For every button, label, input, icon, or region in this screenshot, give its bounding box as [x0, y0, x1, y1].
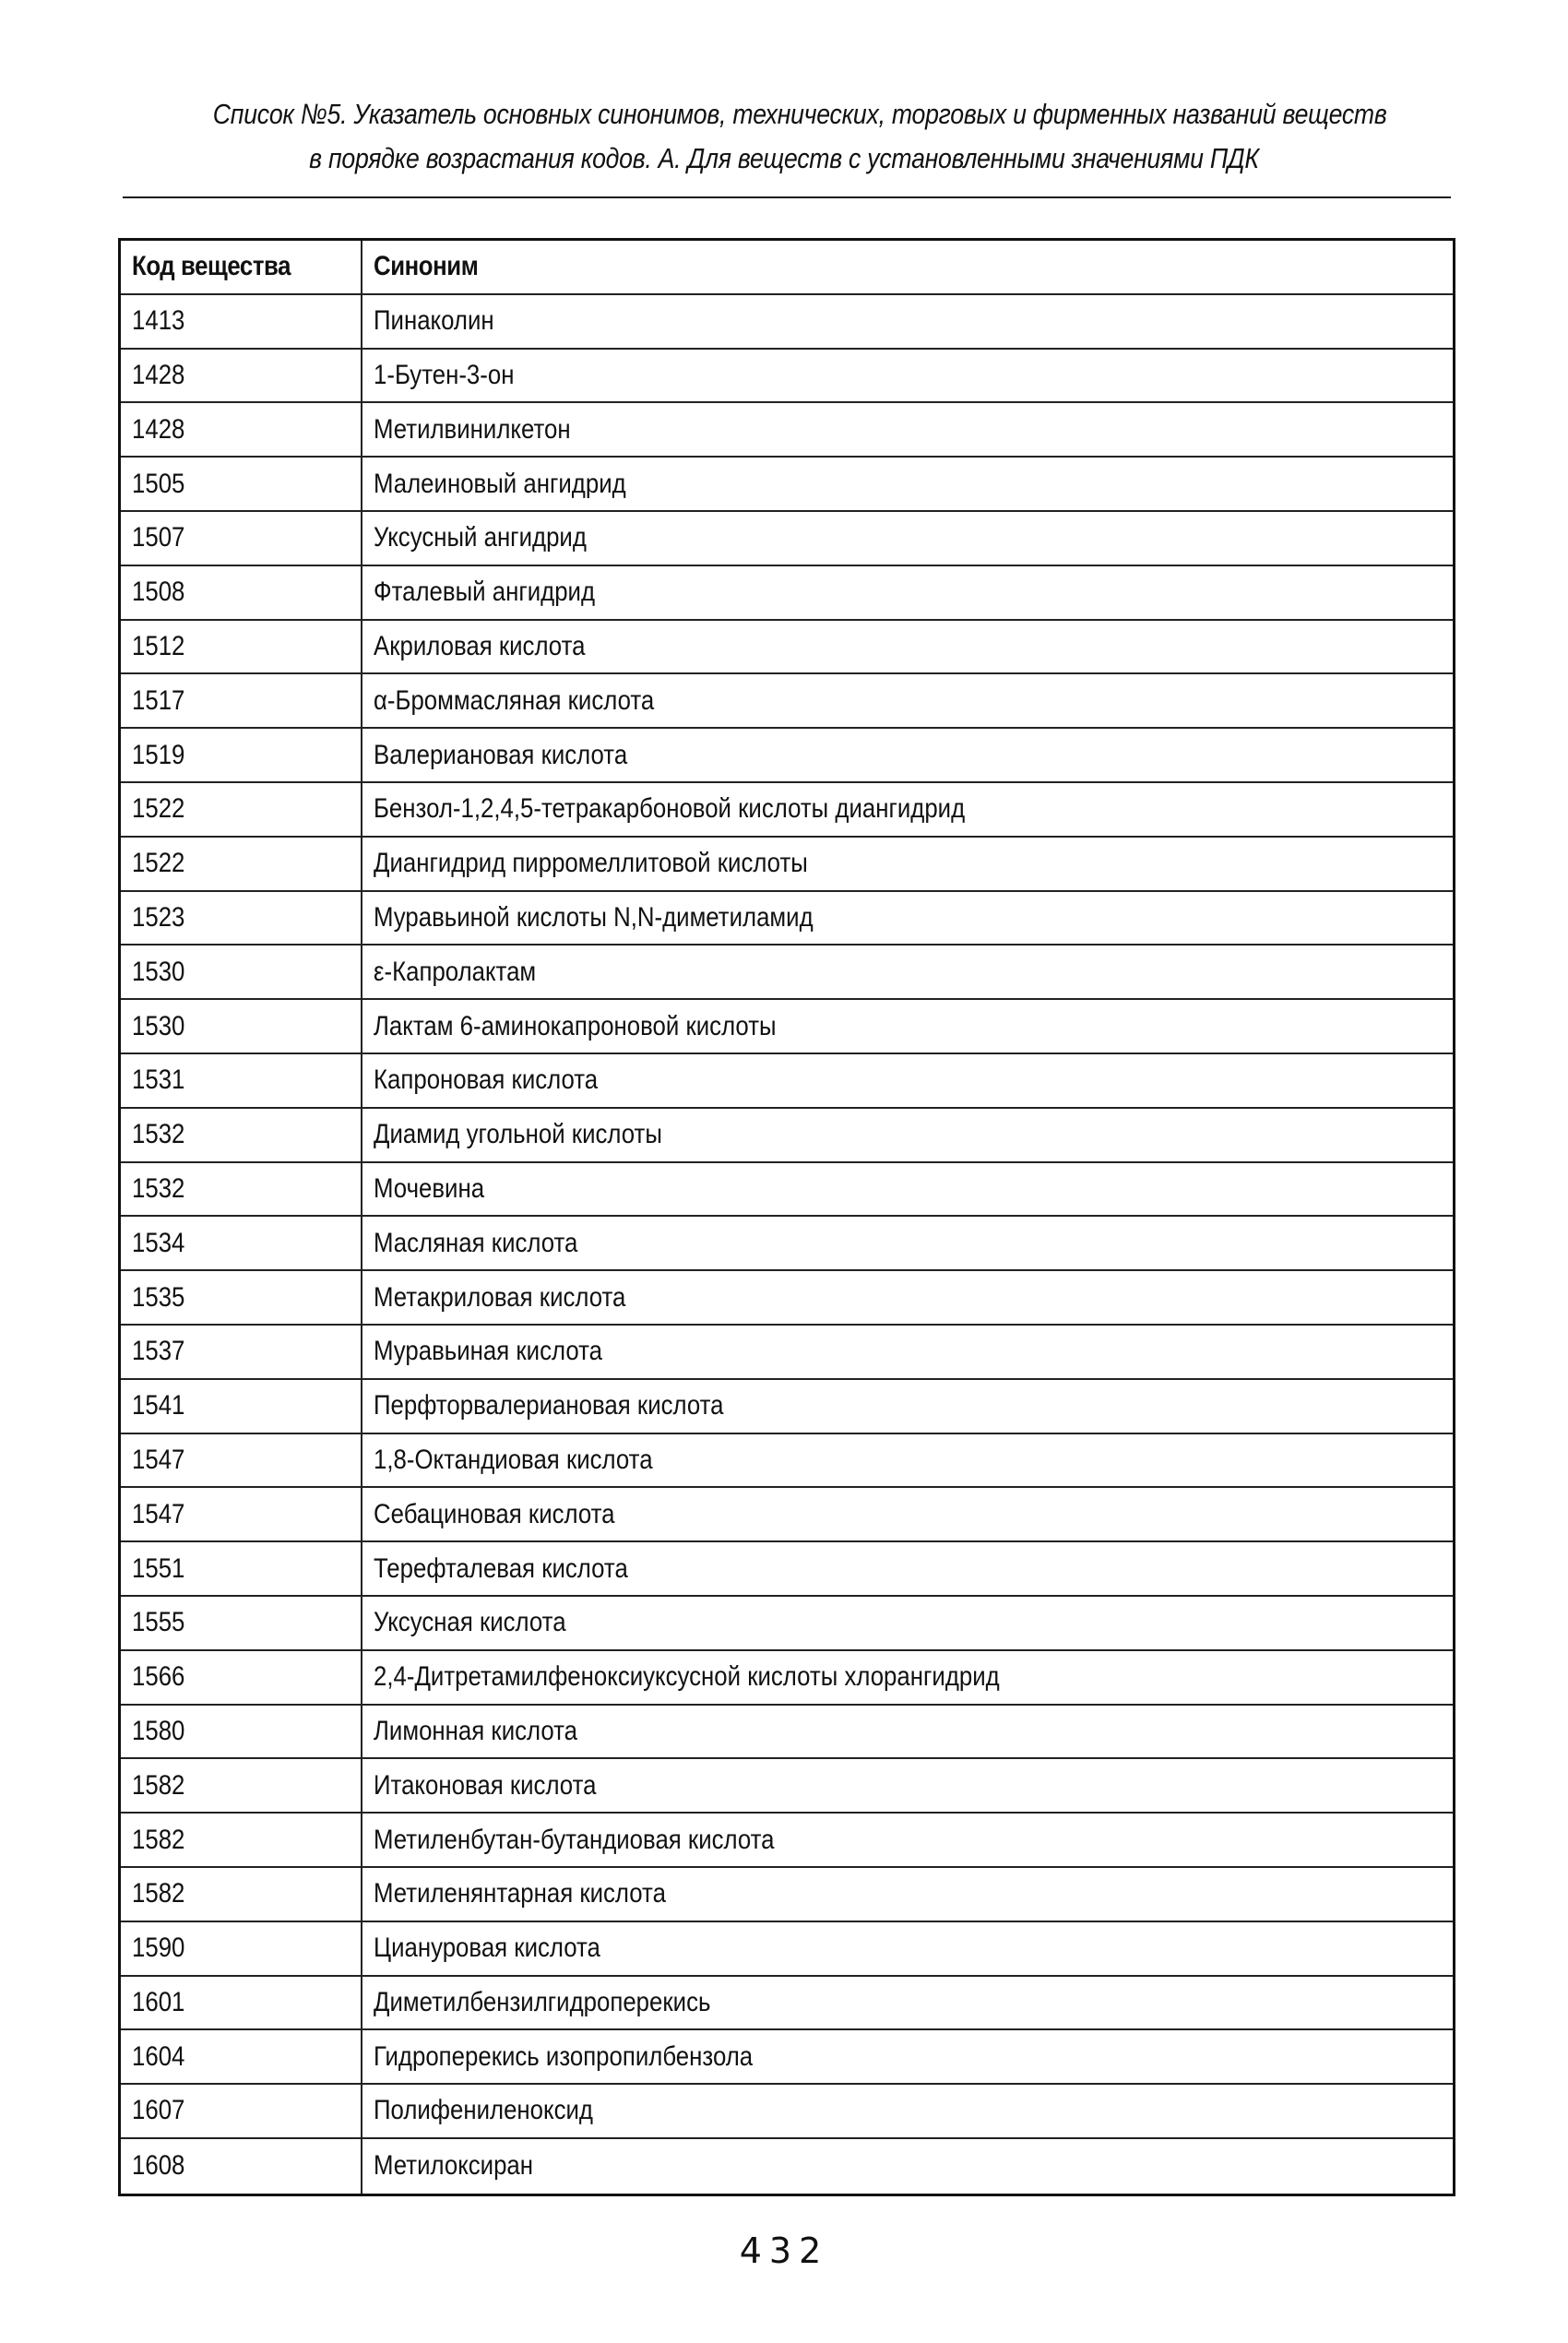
synonym-cell: Итаконовая кислота: [374, 1769, 597, 1801]
table-header-row: [121, 241, 1453, 295]
synonym-cell: Акриловая кислота: [374, 630, 586, 661]
synonym-cell: Терефталевая кислота: [374, 1552, 628, 1584]
synonym-cell: Метилоксиран: [374, 2150, 534, 2182]
header-title-line-1: Список №5. Указатель основных синонимов, технических, торговых и фирменных названий веществ: [212, 98, 1387, 130]
substance-code-cell: 1505: [121, 458, 362, 510]
substance-code-cell: 1530: [121, 946, 362, 998]
table-row: [121, 1054, 1453, 1109]
substance-code-cell: 1530: [121, 1000, 362, 1053]
table-row: [121, 2139, 1453, 2194]
synonym-cell: Лимонная кислота: [374, 1715, 578, 1746]
substance-code-cell: 1604: [121, 2030, 362, 2083]
synonym-cell: 1,8-Октандиовая кислота: [374, 1444, 653, 1475]
synonym-cell: Муравьиная кислота: [374, 1336, 602, 1367]
substance-code-cell: 1519: [121, 729, 362, 781]
substance-code-cell: 1522: [121, 783, 362, 836]
table-row: [121, 1326, 1453, 1380]
synonym-cell: Диангидрид пирромеллитовой кислоты: [374, 848, 808, 879]
table-row: [121, 1759, 1453, 1814]
synonym-cell: Бензол-1,2,4,5-тетракарбоновой кислоты диангидрид: [374, 793, 966, 825]
table-row: [121, 566, 1453, 621]
substance-code-cell: 1566: [121, 1651, 362, 1704]
synonym-cell: Перфторвалериановая кислота: [374, 1390, 724, 1421]
substance-code-cell: 1507: [121, 512, 362, 565]
table-body: [121, 295, 1453, 2194]
substance-code-cell: 1517: [121, 674, 362, 727]
page-number: 432: [739, 2230, 829, 2271]
synonym-cell: Пинаколин: [374, 305, 494, 337]
table-row: [121, 621, 1453, 675]
table-row: [121, 295, 1453, 350]
table-row: [121, 1163, 1453, 1218]
substance-code-cell: 1532: [121, 1109, 362, 1161]
table-row: [121, 1977, 1453, 2031]
synonym-cell: Метиленбутан-бутандиовая кислота: [374, 1824, 775, 1855]
table-row: [121, 458, 1453, 512]
table-row: [121, 1109, 1453, 1163]
table-row: [121, 1922, 1453, 1977]
synonyms-table: [118, 238, 1455, 2196]
synonym-cell: Метакриловая кислота: [374, 1281, 626, 1313]
synonym-cell: Масляная кислота: [374, 1227, 578, 1258]
substance-code-cell: 1582: [121, 1759, 362, 1812]
table-row: [121, 892, 1453, 946]
synonym-cell: Фталевый ангидрид: [374, 577, 596, 608]
table-row: [121, 1542, 1453, 1597]
substance-code-cell: 1535: [121, 1271, 362, 1324]
synonym-cell: Метилвинилкетон: [374, 413, 571, 445]
table-row: [121, 1488, 1453, 1542]
substance-code-cell: 1551: [121, 1542, 362, 1595]
synonym-cell: Диметилбензилгидроперекись: [374, 1986, 711, 2017]
substance-code-cell: 1512: [121, 621, 362, 673]
synonym-cell: Капроновая кислота: [374, 1064, 599, 1096]
substance-code-cell: 1428: [121, 403, 362, 456]
synonym-cell: ε-Капролактам: [374, 956, 537, 987]
table-row: [121, 838, 1453, 892]
synonym-cell: α-Броммасляная кислота: [374, 684, 655, 716]
substance-code-cell: 1522: [121, 838, 362, 890]
synonym-cell: Полифениленоксид: [374, 2095, 593, 2126]
substance-code-cell: 1523: [121, 892, 362, 945]
synonym-cell: Лактам 6-аминокапроновой кислоты: [374, 1010, 777, 1041]
substance-code-cell: 1508: [121, 566, 362, 619]
table-row: [121, 2030, 1453, 2085]
header-divider: [123, 196, 1451, 198]
table-row: [121, 1814, 1453, 1868]
substance-code-cell: 1555: [121, 1597, 362, 1649]
substance-code-cell: 1547: [121, 1434, 362, 1487]
synonym-cell: Мочевина: [374, 1172, 485, 1204]
table-row: [121, 1000, 1453, 1054]
substance-code-cell: 1428: [121, 350, 362, 402]
table-row: [121, 674, 1453, 729]
substance-code-cell: 1537: [121, 1326, 362, 1378]
substance-code-cell: 1607: [121, 2085, 362, 2137]
table-row: [121, 1434, 1453, 1489]
substance-code-cell: 1582: [121, 1868, 362, 1921]
synonym-cell: Муравьиной кислоты N,N-диметиламид: [374, 901, 814, 933]
header-title-line-2: в порядке возрастания кодов. А. Для веществ с установленными значениями ПДК: [309, 142, 1259, 174]
synonym-cell: 1-Бутен-3-он: [374, 359, 515, 390]
synonym-cell: Себациновая кислота: [374, 1498, 615, 1529]
table-row: [121, 729, 1453, 783]
table-row: [121, 1597, 1453, 1651]
substance-code-cell: 1532: [121, 1163, 362, 1216]
synonym-cell: Валериановая кислота: [374, 739, 628, 770]
table-row: [121, 1651, 1453, 1706]
column-header-synonym: Синоним: [374, 251, 479, 282]
synonym-cell: 2,4-Дитретамилфеноксиуксусной кислоты хлорангидрид: [374, 1661, 1000, 1693]
table-row: [121, 1271, 1453, 1326]
synonym-cell: Метиленянтарная кислота: [374, 1878, 666, 1909]
column-header-code: Код вещества: [121, 241, 362, 293]
substance-code-cell: 1608: [121, 2139, 362, 2194]
synonym-cell: Уксусная кислота: [374, 1607, 566, 1638]
substance-code-cell: 1547: [121, 1488, 362, 1540]
synonym-cell: Диамид угольной кислоты: [374, 1119, 662, 1150]
table-row: [121, 1868, 1453, 1922]
substance-code-cell: 1590: [121, 1922, 362, 1975]
substance-code-cell: 1541: [121, 1380, 362, 1433]
table-row: [121, 1380, 1453, 1434]
substance-code-cell: 1531: [121, 1054, 362, 1107]
substance-code-cell: 1534: [121, 1217, 362, 1269]
table-row: [121, 1706, 1453, 1760]
table-row: [121, 2085, 1453, 2139]
table-row: [121, 403, 1453, 458]
table-row: [121, 783, 1453, 838]
table-row: [121, 1217, 1453, 1271]
synonym-cell: Уксусный ангидрид: [374, 522, 587, 553]
substance-code-cell: 1413: [121, 295, 362, 348]
substance-code-cell: 1580: [121, 1706, 362, 1758]
substance-code-cell: 1582: [121, 1814, 362, 1866]
substance-code-cell: 1601: [121, 1977, 362, 2029]
table-row: [121, 512, 1453, 566]
table-row: [121, 350, 1453, 404]
synonym-cell: Гидроперекись изопропилбензола: [374, 2040, 754, 2072]
synonym-cell: Малеиновый ангидрид: [374, 468, 626, 499]
table-row: [121, 946, 1453, 1000]
page-header: [212, 92, 1387, 181]
synonym-cell: Циануровая кислота: [374, 1933, 600, 1964]
